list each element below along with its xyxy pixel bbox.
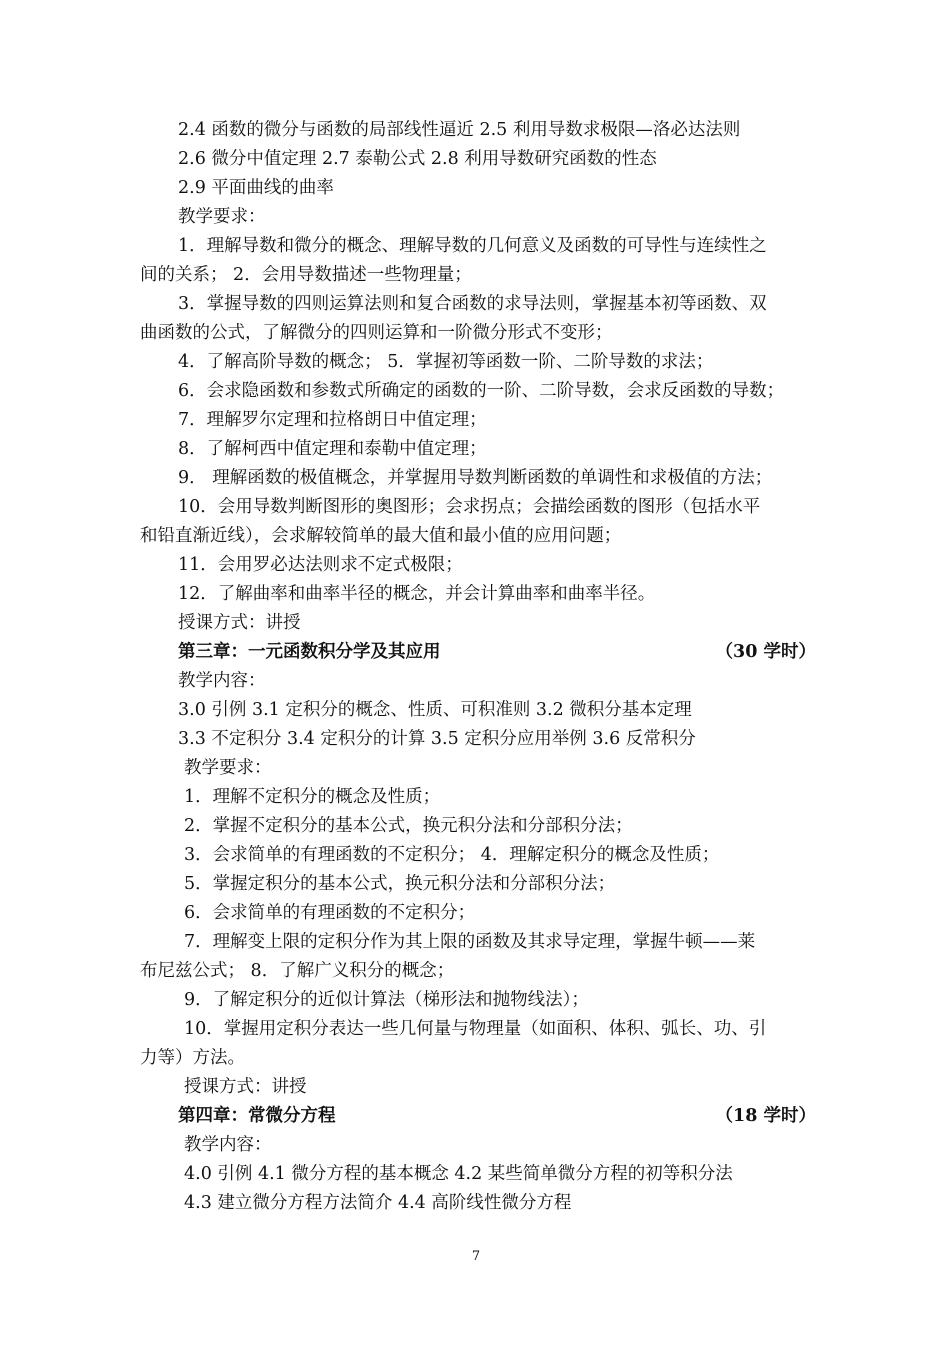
text-line: 2．掌握不定积分的基本公式，换元积分法和分部积分法；: [184, 816, 633, 836]
text-line: 教学要求：: [184, 758, 272, 778]
text-line: 教学内容：: [178, 671, 266, 691]
text-line: 和铅直渐近线），会求解较简单的最大值和最小值的应用问题；: [140, 526, 622, 546]
chapter-title: 第四章：常微分方程: [178, 1106, 336, 1126]
text-line: 10．会用导数判断图形的奥图形；会求拐点；会描绘函数的图形（包括水平: [178, 497, 761, 517]
text-line: 7．理解罗尔定理和拉格朗日中值定理；: [178, 410, 487, 430]
text-line: 4.0 引例 4.1 微分方程的基本概念 4.2 某些简单微分方程的初等积分法: [184, 1164, 733, 1184]
text-line: 4.3 建立微分方程方法简介 4.4 高阶线性微分方程: [184, 1193, 572, 1213]
text-line: 3．掌握导数的四则运算法则和复合函数的求导法则，掌握基本初等函数、双: [178, 294, 767, 314]
text-line: 曲函数的公式，了解微分的四则运算和一阶微分形式不变形；: [140, 323, 613, 343]
chapter-heading: [178, 1102, 816, 1130]
text-line: 教学内容：: [184, 1135, 272, 1155]
text-line: 9． 理解函数的极值概念，并掌握用导数判断函数的单调性和求极值的方法；: [178, 468, 773, 488]
text-line: 6．会求简单的有理函数的不定积分；: [184, 903, 476, 923]
text-line: 7．理解变上限的定积分作为其上限的函数及其求导定理，掌握牛顿——莱: [184, 932, 756, 952]
text-line: 2.4 函数的微分与函数的局部线性逼近 2.5 利用导数求极限—洛必达法则: [178, 120, 741, 140]
text-line: 2.9 平面曲线的曲率: [178, 178, 334, 198]
text-line: 1．理解导数和微分的概念、理解导数的几何意义及函数的可导性与连续性之: [178, 236, 767, 256]
text-line: 授课方式：讲授: [178, 613, 301, 633]
text-line: 授课方式：讲授: [184, 1077, 307, 1097]
text-line: 5．掌握定积分的基本公式，换元积分法和分部积分法；: [184, 874, 616, 894]
text-line: 间的关系； 2．会用导数描述一些物理量；: [140, 265, 472, 285]
text-line: 6．会求隐函数和参数式所确定的函数的一阶、二阶导数，会求反函数的导数；: [178, 381, 785, 401]
chapter-heading: [178, 638, 816, 666]
chapter-hours: （30 学时）: [715, 642, 816, 662]
text-line: 8．了解柯西中值定理和泰勒中值定理；: [178, 439, 487, 459]
text-line: 3.0 引例 3.1 定积分的概念、性质、可积准则 3.2 微积分基本定理: [178, 700, 692, 720]
page-number: 7: [471, 1249, 481, 1264]
text-line: 3.3 不定积分 3.4 定积分的计算 3.5 定积分应用举例 3.6 反常积分: [178, 729, 696, 749]
text-line: 10．掌握用定积分表达一些几何量与物理量（如面积、体积、弧长、功、引: [184, 1019, 767, 1039]
text-line: 4．了解高阶导数的概念； 5．掌握初等函数一阶、二阶导数的求法；: [178, 352, 714, 372]
text-line: 3．会求简单的有理函数的不定积分； 4．理解定积分的概念及性质；: [184, 845, 720, 865]
text-line: 布尼兹公式； 8．了解广义积分的概念；: [140, 961, 455, 981]
text-line: 12．了解曲率和曲率半径的概念，并会计算曲率和曲率半径。: [178, 584, 656, 604]
text-line: 力等）方法。: [140, 1048, 245, 1068]
text-line: 1．理解不定积分的概念及性质；: [184, 787, 441, 807]
text-line: 教学要求：: [178, 207, 266, 227]
chapter-hours: （18 学时）: [715, 1106, 816, 1126]
chapter-title: 第三章：一元函数积分学及其应用: [178, 642, 441, 662]
text-line: 9．了解定积分的近似计算法（梯形法和抛物线法）；: [184, 990, 589, 1010]
text-line: 11．会用罗必达法则求不定式极限；: [178, 555, 463, 575]
text-line: 2.6 微分中值定理 2.7 泰勒公式 2.8 利用导数研究函数的性态: [178, 149, 657, 169]
